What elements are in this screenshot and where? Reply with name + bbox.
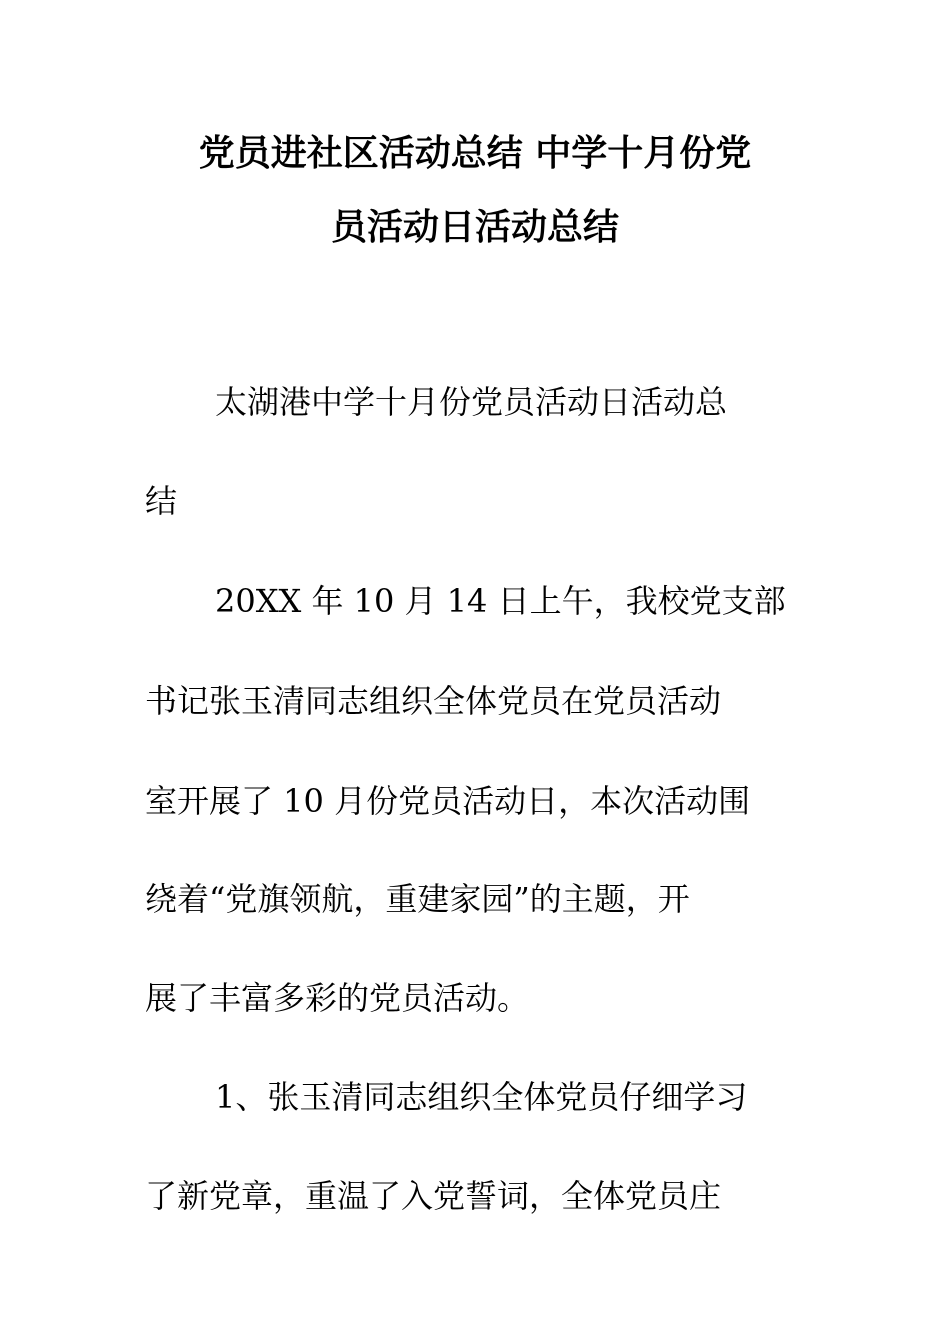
paragraph-line: 1、张玉清同志组织全体党员仔细学习 <box>215 1078 748 1116</box>
paragraph-line: 太湖港中学十月份党员活动日活动总 <box>215 383 728 421</box>
paragraph-line: 展了丰富多彩的党员活动。 <box>145 979 530 1017</box>
document-title-line-1: 党员进社区活动总结 中学十月份党 <box>198 133 752 174</box>
paragraph-line: 绕着“党旗领航，重建家园”的主题，开 <box>145 880 690 918</box>
paragraph-line: 了新党章，重温了入党誓词，全体党员庄 <box>145 1177 722 1215</box>
paragraph-line: 20XX 年 10 月 14 日上午，我校党支部 <box>215 582 786 620</box>
document-title-line-2: 员活动日活动总结 <box>330 207 619 248</box>
paragraph-line: 书记张玉清同志组织全体党员在党员活动 <box>145 682 722 720</box>
paragraph-line: 结 <box>145 482 178 520</box>
paragraph-line: 室开展了 10 月份党员活动日，本次活动围 <box>145 782 751 820</box>
